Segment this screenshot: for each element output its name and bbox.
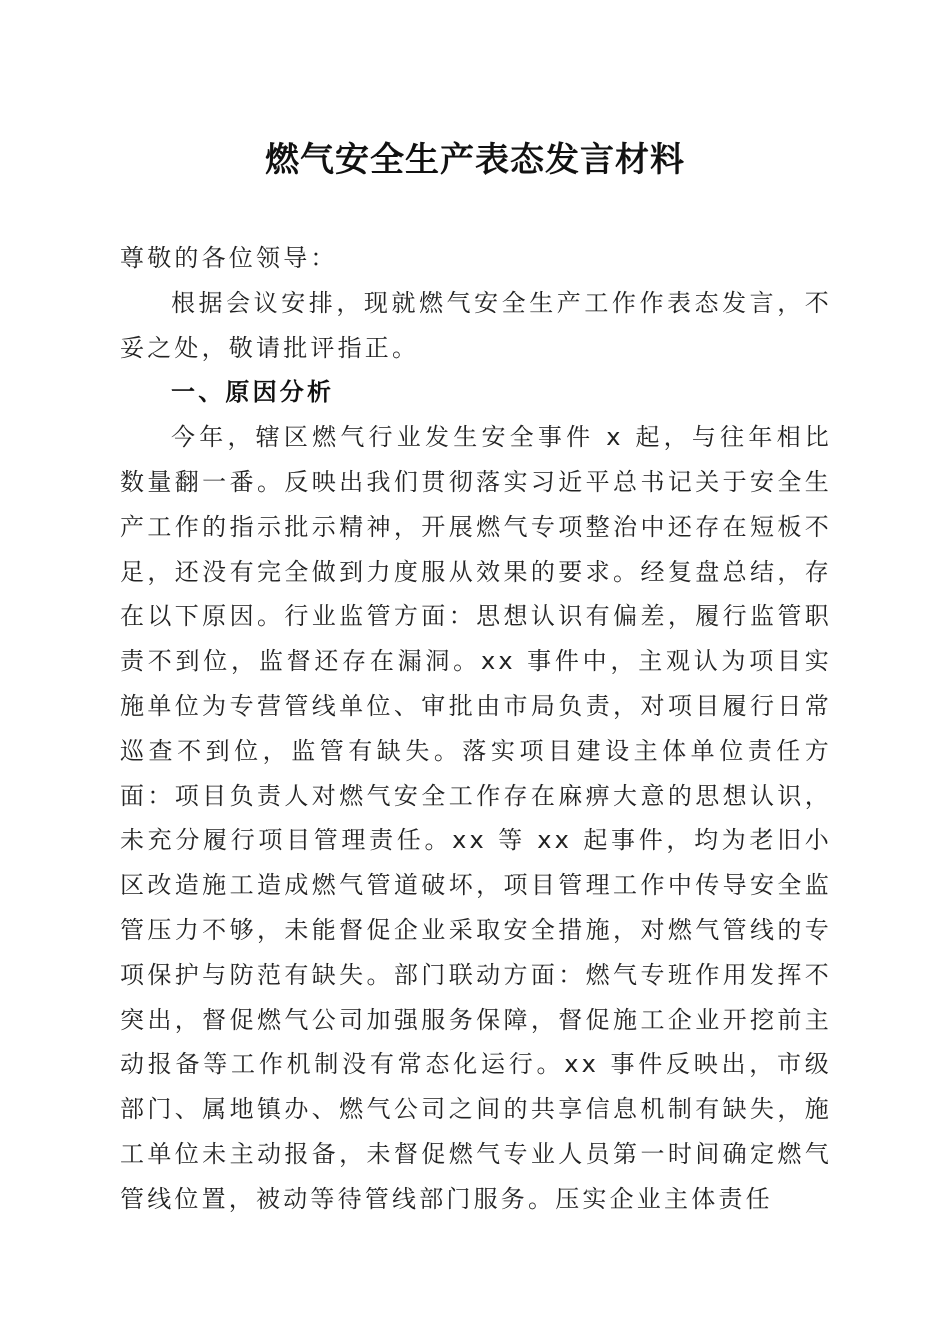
section-paragraph-cause-analysis: 今年，辖区燃气行业发生安全事件 x 起，与往年相比数量翻一番。反映出我们贯彻落实习近平总书记关于安全生产工作的指示批示精神，开展燃气专项整治中还存在短板不足，还没有完全做到力度服从效果的要求。经复盘总结，存在以下原因。行业监管方面：思想认识有偏差，履行监管职责不到位，监督还存在漏洞。xx 事件中，主观认为项目实施单位为专营管线单位、审批由市局负责，对项目履行日常巡查不到位，监管有缺失。落实项目建设主体单位责任方面：项目负责人对燃气安全工作存在麻痹大意的思想认识，未充分履行项目管理责任。xx 等 xx 起事件，均为老旧小区改造施工造成燃气管道破坏，项目管理工作中传导安全监管压力不够，未能督促企业采取安全措施，对燃气管线的专项保护与防范有缺失。部门联动方面：燃气专班作用发挥不突出，督促燃气公司加强服务保障，督促施工企业开挖前主动报备等工作机制没有常态化运行。xx 事件反映出，市级部门、属地镇办、燃气公司之间的共享信息机制有缺失，施工单位未主动报备，未督促燃气专业人员第一时间确定燃气管线位置，被动等待管线部门服务。压实企业主体责任 [120,423,832,1213]
document-body [120,236,832,1222]
intro-paragraph: 根据会议安排，现就燃气安全生产工作作表态发言，不妥之处，敬请批评指正。 [120,288,832,362]
section-heading-cause-analysis: 一、原因分析 [171,378,335,407]
document-title: 燃气安全生产表态发言材料 [265,140,685,180]
salutation: 尊敬的各位领导： [120,244,338,272]
